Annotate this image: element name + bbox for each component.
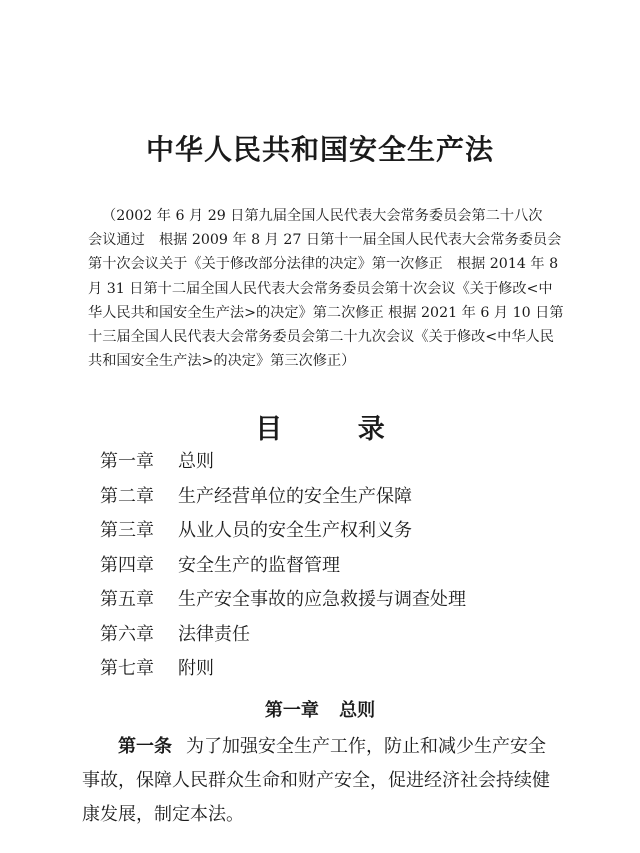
toc-item-chapter-5 — [100, 583, 560, 618]
preamble-line: 第十次会议关于《关于修改部分法律的决定》第一次修正 根据 2014 年 8 — [88, 256, 559, 273]
toc-chapter-title: 从业人员的安全生产权利义务 — [178, 520, 412, 541]
toc-chapter-number: 第一章 — [100, 451, 154, 472]
table-of-contents — [100, 445, 560, 687]
toc-item-chapter-1 — [100, 445, 560, 480]
toc-heading: 目 录 — [255, 414, 407, 445]
toc-chapter-number: 第三章 — [100, 520, 154, 541]
preamble-line: 十三届全国人民代表大会常务委员会第二十九次会议《关于修改<中华人民 — [88, 329, 554, 346]
article-line: 康发展，制定本法。 — [82, 804, 244, 825]
article-label: 第一条 — [118, 736, 172, 757]
toc-item-chapter-7 — [100, 652, 560, 687]
toc-chapter-number: 第四章 — [100, 554, 154, 576]
toc-chapter-number: 第二章 — [100, 485, 154, 507]
document-title: 中华人民共和国安全生产法 — [145, 133, 494, 166]
article-1 — [82, 730, 592, 832]
toc-chapter-title: 总则 — [178, 451, 214, 472]
preamble-line: （2002 年 6 月 29 日第九届全国人民代表大会常务委员会第二十八次 — [102, 208, 543, 224]
chapter-heading: 第一章 总则 — [264, 700, 376, 721]
preamble-line: 月 31 日第十二届全国人民代表大会常务委员会第十次会议《关于修改<中 — [88, 280, 553, 297]
toc-chapter-number: 第六章 — [100, 623, 154, 645]
preamble-line: 会议通过 根据 2009 年 8 月 27 日第十一届全国人民代表大会常务委员会 — [88, 232, 562, 249]
toc-chapter-title: 生产经营单位的安全生产保障 — [178, 485, 412, 507]
toc-chapter-title: 法律责任 — [178, 623, 250, 645]
preamble-line: 共和国安全生产法>的决定》第三次修正） — [88, 353, 356, 370]
toc-item-chapter-3 — [100, 514, 560, 549]
toc-chapter-title: 生产安全事故的应急救援与调查处理 — [178, 589, 466, 610]
toc-item-chapter-2 — [100, 480, 560, 515]
toc-item-chapter-6 — [100, 618, 560, 653]
toc-chapter-number: 第七章 — [100, 658, 154, 679]
toc-item-chapter-4 — [100, 549, 560, 584]
article-text: 为了加强安全生产工作，防止和减少生产安全 — [186, 736, 546, 757]
article-line: 事故，保障人民群众生命和财产安全，促进经济社会持续健 — [82, 770, 550, 791]
toc-chapter-title: 附则 — [178, 658, 214, 679]
toc-chapter-number: 第五章 — [100, 589, 154, 610]
preamble-line: 华人民共和国安全生产法>的决定》第二次修正 根据 2021 年 6 月 10 日第 — [88, 304, 564, 321]
article-line — [82, 730, 592, 764]
toc-chapter-title: 安全生产的监督管理 — [178, 554, 340, 576]
preamble — [88, 204, 586, 373]
